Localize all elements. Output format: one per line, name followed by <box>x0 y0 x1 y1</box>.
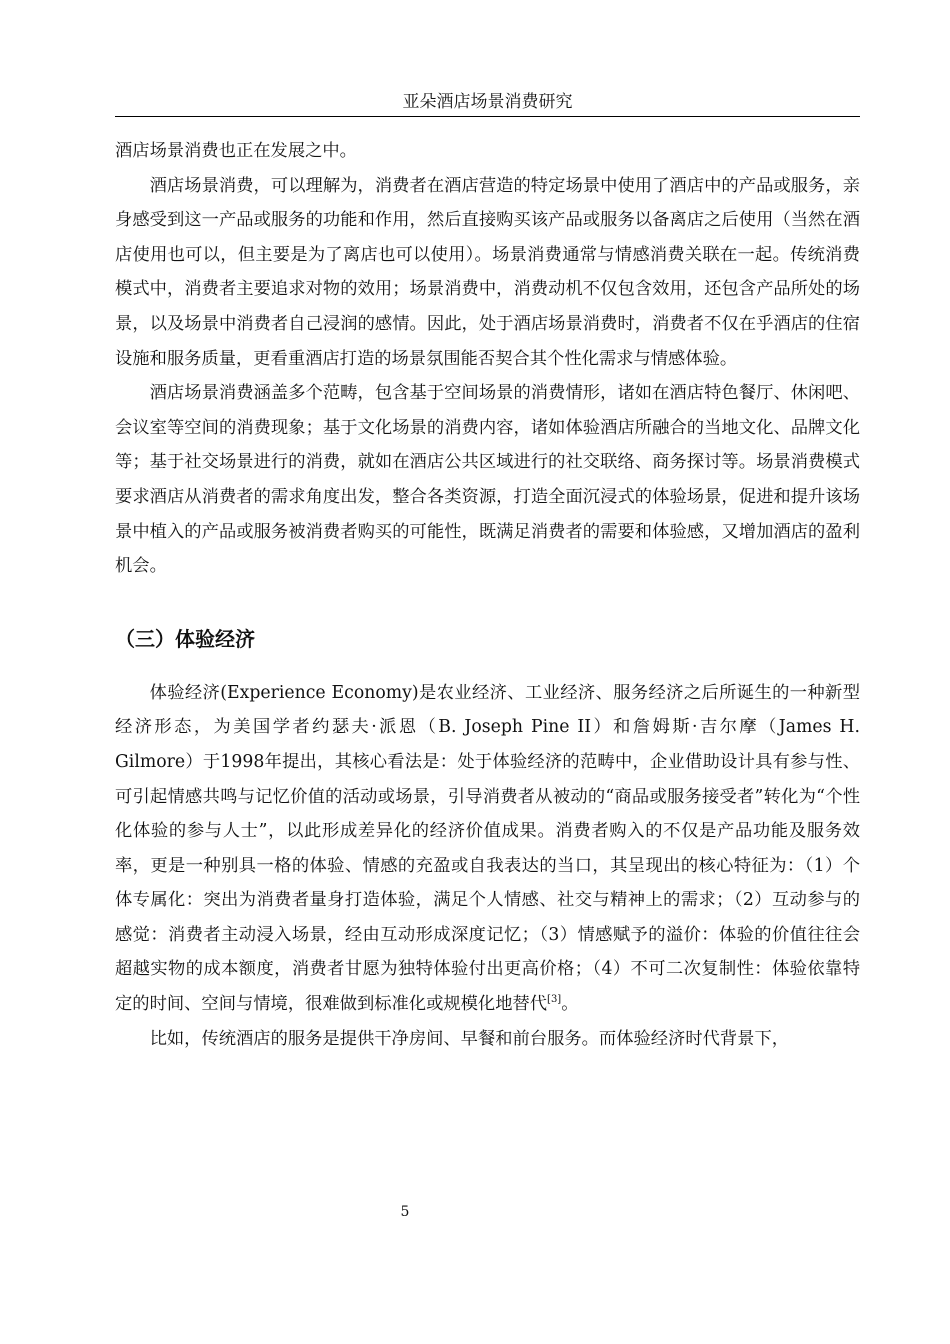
document-body <box>115 134 860 1056</box>
paragraph-end-mark: 。 <box>561 994 579 1015</box>
paragraph-experience-economy-text: 体验经济(Experience Economy)是农业经济、工业经济、服务经济之后所诞生的一种新型经济形态，为美国学者约瑟夫·派恩（B. Joseph Pine II）和詹姆斯·吉尔摩（James H. Gilmore）于1998年提出，其核心看法是：处于体验经济的范畴中，企业借助设计具有参与性、可引起情感共鸣与记忆价值的活动或场景，引导消费者从被动的“商品或服务接受者”转化为“个性化体验的参与人士”，以此形成差异化的经济价值成果。消费者购入的不仅是产品功能及服务效率，更是一种别具一格的体验、情感的充盈或自我表达的当口，其呈现出的核心特征为：（1）个体专属化：突出为消费者量身打造体验，满足个人情感、社交与精神上的需求；（2）互动参与的感觉：消费者主动浸入场景，经由互动形成深度记忆；（3）情感赋予的溢价：体验的价值往往会超越实物的成本额度，消费者甘愿为独特体验付出更高价格；（4）不可二次复制性：体验依靠特定的时间、空间与情境，很难做到标准化或规模化地替代 <box>115 682 860 1015</box>
paragraph-example: 比如，传统酒店的服务是提供干净房间、早餐和前台服务。而体验经济时代背景下， <box>149 1028 790 1049</box>
citation-ref: [3] <box>547 994 562 1006</box>
header-title: 亚朵酒店场景消费研究 <box>402 92 573 112</box>
paragraph-experience-economy <box>115 676 860 1022</box>
paragraph-scene-consumption-scope: 酒店场景消费涵盖多个范畴，包含基于空间场景的消费情形，诸如在酒店特色餐厅、休闲吧、会议室等空间的消费现象；基于文化场景的消费内容，诸如体验酒店所融合的当地文化、品牌文化等；基于社交场景进行的消费，就如在酒店公共区域进行的社交联络、商务探讨等。场景消费模式要求酒店从消费者的需求角度出发，整合各类资源，打造全面沉浸式的体验场景，促进和提升该场景中植入的产品或服务被消费者购买的可能性，既满足消费者的需要和体验感，又增加酒店的盈利机会。 <box>115 383 860 577</box>
paragraph-continuation: 酒店场景消费也正在发展之中。 <box>115 141 357 161</box>
page-number: 5 <box>400 1204 410 1220</box>
paragraph-scene-consumption-definition: 酒店场景消费，可以理解为，消费者在酒店营造的特定场景中使用了酒店中的产品或服务，亲身感受到这一产品或服务的功能和作用，然后直接购买该产品或服务以备离店之后使用（当然在酒店使用也可以，但主要是为了离店也可以使用）。场景消费通常与情感消费关联在一起。传统消费模式中，消费者主要追求对物的效用；场景消费中，消费动机不仅包含效用，还包含产品所处的场景，以及场景中消费者自己浸润的感情。因此，处于酒店场景消费时，消费者不仅在乎酒店的住宿设施和服务质量，更看重酒店打造的场景氛围能否契合其个性化需求与情感体验。 <box>115 175 860 369</box>
section-heading-experience-economy: （三）体验经济 <box>115 626 255 651</box>
page-header <box>115 90 860 117</box>
